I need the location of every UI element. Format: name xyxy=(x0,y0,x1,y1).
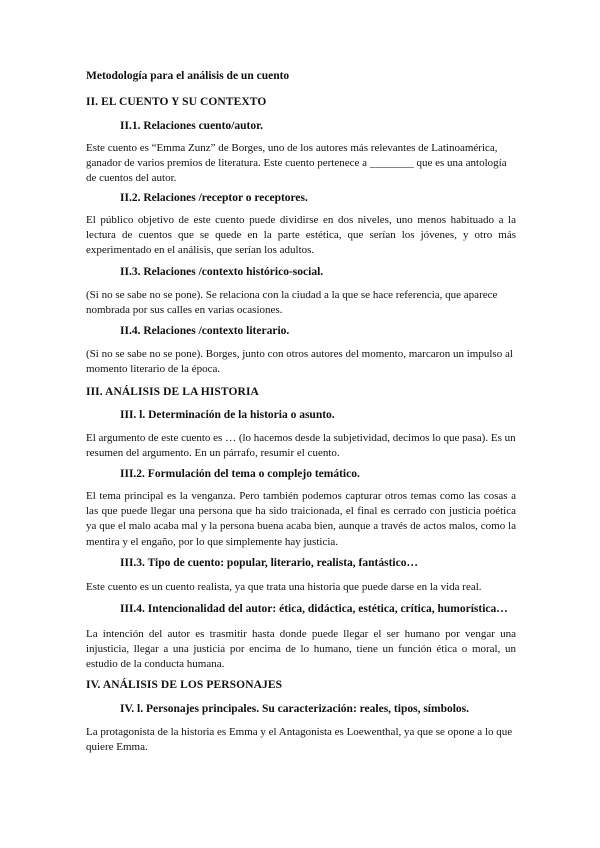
section-heading-2: II. EL CUENTO Y SU CONTEXTO xyxy=(86,96,267,108)
paragraph-2-2: El público objetivo de este cuento puede dividirse en dos niveles, uno menos habituado a la lectura de cuentos que se quede en la parte estética, que serían los jóvenes, y otro más experimentado en el análisis, que serían los adultos. xyxy=(86,214,516,257)
section-heading-4: IV. ANÁLISIS DE LOS PERSONAJES xyxy=(86,679,283,691)
subsection-heading-3-4: III.4. Intencionalidad del autor: ética, didáctica, estética, crítica, humorística… xyxy=(120,603,508,615)
subsection-heading-3-3: III.3. Tipo de cuento: popular, literario, realista, fantástico… xyxy=(120,557,418,569)
paragraph-3-1: El argumento de este cuento es … (lo hacemos desde la subjetividad, decimos lo que pasa). Es un resumen del argumento. En un párrafo, resumir el cuento. xyxy=(86,432,516,460)
subsection-heading-4-1: IV. l. Personajes principales. Su caracterización: reales, tipos, símbolos. xyxy=(120,703,470,715)
subsection-heading-2-2: II.2. Relaciones /receptor o receptores. xyxy=(120,192,308,204)
subsection-heading-3-1: III. l. Determinación de la historia o asunto. xyxy=(120,409,335,421)
subsection-heading-2-3: II.3. Relaciones /contexto histórico-social. xyxy=(120,266,324,278)
paragraph-4-1: La protagonista de la historia es Emma y el Antagonista es Loewenthal, ya que se opone a lo que quiere Emma. xyxy=(86,726,513,754)
paragraph-2-3: (Si no se sabe no se pone). Se relaciona con la ciudad a la que se hace referencia, que aparece nombrada por sus calles en varias ocasiones. xyxy=(86,289,498,317)
section-heading-3: III. ANÁLISIS DE LA HISTORIA xyxy=(86,386,259,398)
paragraph-2-1: Este cuento es “Emma Zunz” de Borges, uno de los autores más relevantes de Latinoamérica, ganador de varios premios de literatura. Este cuento pertenece a ________ que es una antología de cuentos del autor. xyxy=(86,142,507,185)
subsection-heading-2-1: II.1. Relaciones cuento/autor. xyxy=(120,120,264,132)
paragraph-3-3: Este cuento es un cuento realista, ya que trata una historia que puede darse en la vida real. xyxy=(86,581,482,593)
paragraph-2-4: (Si no se sabe no se pone). Borges, junto con otros autores del momento, marcaron un impulso al momento literario de la época. xyxy=(86,348,513,376)
paragraph-3-4: La intención del autor es trasmitir hasta donde puede llegar el ser humano por vengar una injusticia, llegar a una justicia por encima de lo humano, tiene un función ética o moral, un estudio de la conducta humana. xyxy=(86,628,516,671)
document-title: Metodología para el análisis de un cuento xyxy=(86,70,290,82)
subsection-heading-2-4: II.4. Relaciones /contexto literario. xyxy=(120,325,290,337)
paragraph-3-2: El tema principal es la venganza. Pero también podemos capturar otros temas como las cosas a las que puede llegar una persona que ha sido traicionada, el final es cerrado con justicia poética ya que el malo acaba mal y la persona buena acaba bien, aunque a través de actos malos, como la mentira y el engaño, por lo que simplemente hay justicia. xyxy=(86,490,516,548)
subsection-heading-3-2: III.2. Formulación del tema o complejo temático. xyxy=(120,468,360,480)
